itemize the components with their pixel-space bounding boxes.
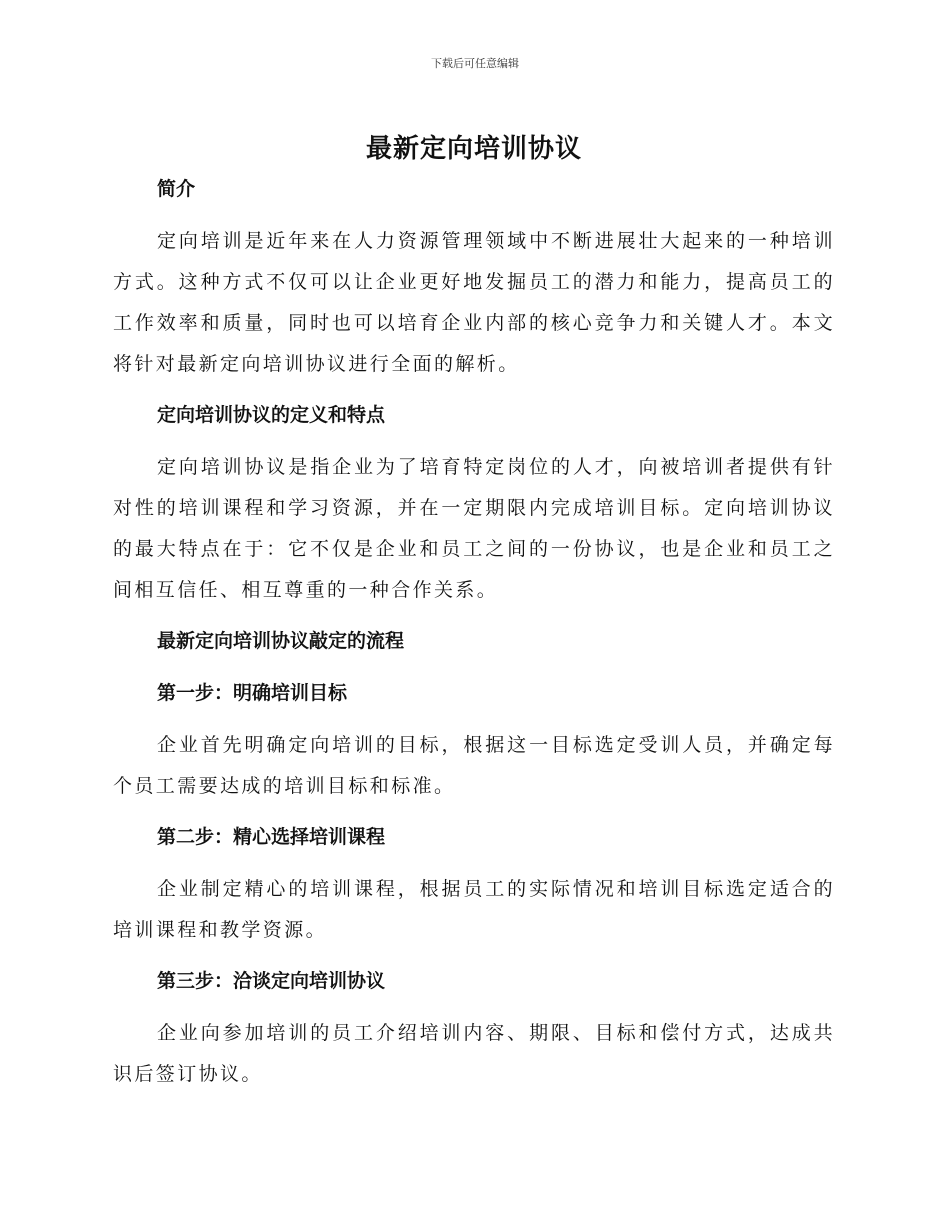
paragraph-step-3: 企业向参加培训的员工介绍培训内容、期限、目标和偿付方式，达成共识后签订协议。 <box>113 1022 835 1085</box>
step-heading-1: 第一步：明确培训目标 <box>157 682 348 704</box>
step-heading-3: 第三步：洽谈定向培训协议 <box>157 970 386 992</box>
paragraph-step-2: 企业制定精心的培训课程，根据员工的实际情况和培训目标选定适合的培训课程和教学资源。 <box>113 878 835 941</box>
section-heading-process: 最新定向培训协议敲定的流程 <box>157 630 405 652</box>
paragraph-intro: 定向培训是近年来在人力资源管理领域中不断进展壮大起来的一种培训方式。这种方式不仅可以让企业更好地发掘员工的潜力和能力，提高员工的工作效率和质量，同时也可以培育企业内部的核心竞争力和关键人才。本文将针对最新定向培训协议进行全面的解析。 <box>113 230 835 375</box>
section-heading-definition: 定向培训协议的定义和特点 <box>157 404 386 426</box>
paragraph-definition: 定向培训协议是指企业为了培育特定岗位的人才，向被培训者提供有针对性的培训课程和学习资源，并在一定期限内完成培训目标。定向培训协议的最大特点在于：它不仅是企业和员工之间的一份协议，也是企业和员工之间相互信任、相互尊重的一种合作关系。 <box>113 456 835 601</box>
section-heading-intro: 简介 <box>157 178 196 200</box>
document-body <box>113 127 835 1105</box>
step-heading-2: 第二步：精心选择培训课程 <box>157 826 386 848</box>
running-header: 下载后可任意编辑 <box>431 57 519 70</box>
document-title: 最新定向培训协议 <box>365 134 582 164</box>
paragraph-step-1: 企业首先明确定向培训的目标，根据这一目标选定受训人员，并确定每个员工需要达成的培训目标和标准。 <box>113 734 835 797</box>
